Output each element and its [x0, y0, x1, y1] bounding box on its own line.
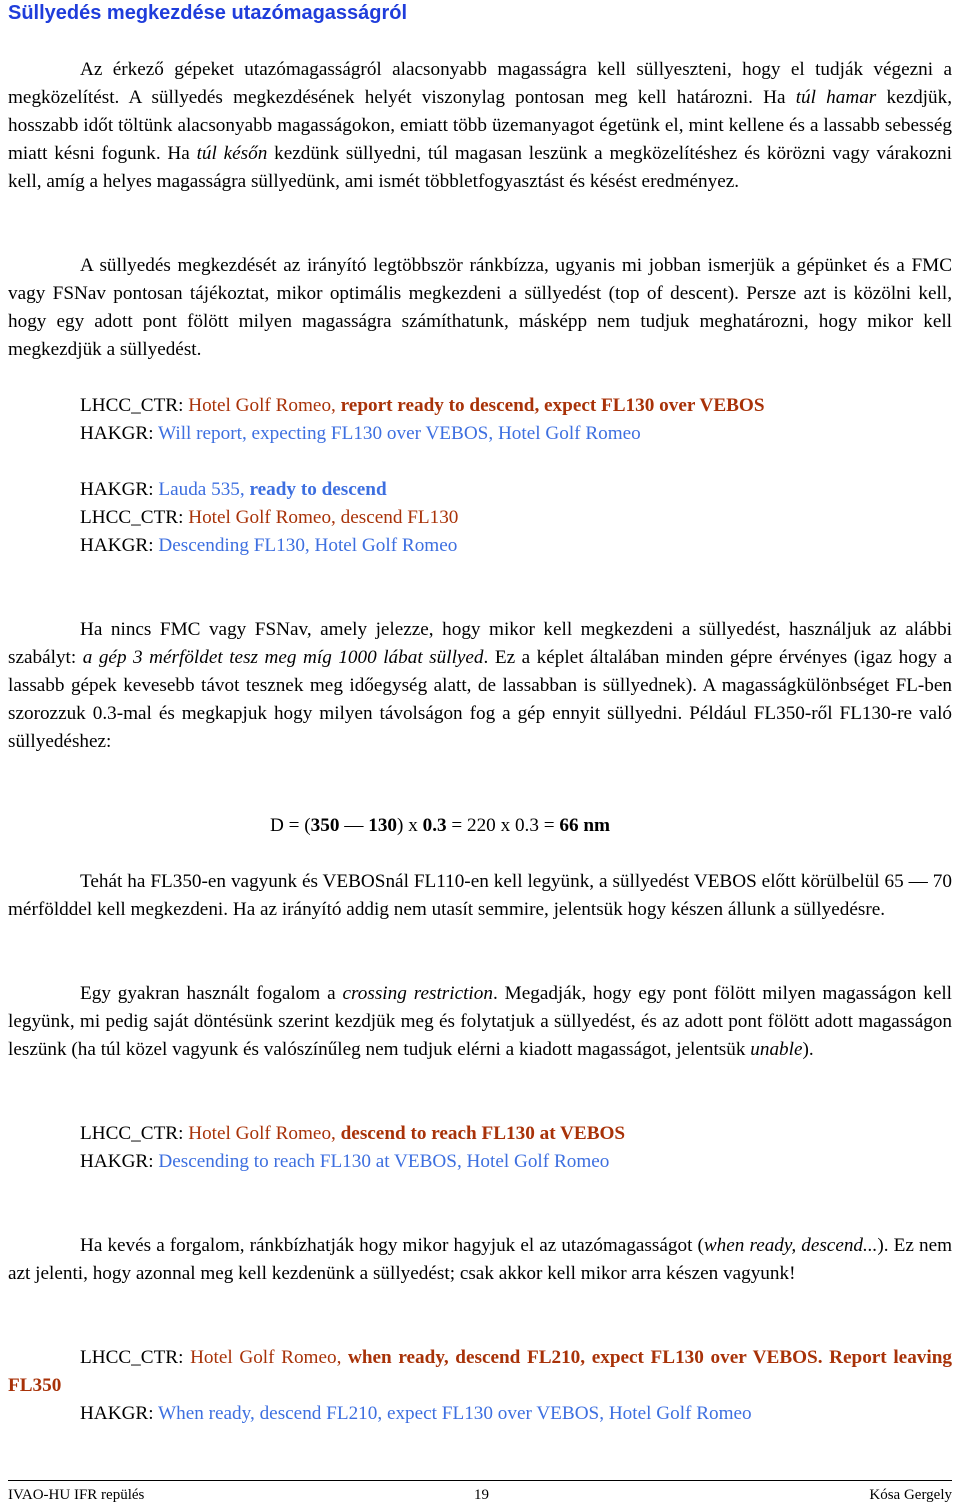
dialog-line-pilot — [8, 476, 952, 504]
dialog-line-pilot — [8, 420, 952, 448]
text-run: ). Ez nem azt jelenti, hogy azonnal meg kell kezdenünk a süllyedést; csak akkor kell mikor arra készen vagyunk! — [8, 1235, 953, 1284]
controller-instruction: descend to reach FL130 at VEBOS — [340, 1123, 626, 1144]
radio-dialog-4 — [8, 1344, 952, 1428]
formula-part: — — [339, 815, 369, 836]
pilot-callsign: Lauda 535, — [158, 479, 250, 500]
text-run: Ha nincs FMC vagy FSNav, amely jelezze, hogy mikor kell megkezdeni a süllyedést, használjuk az alábbi szabályt: — [8, 619, 952, 668]
page-number: 19 — [474, 1487, 489, 1503]
text-run: Az érkező gépeket utazómagasságról alacsonyabb magasságra kell süllyeszteni, hogy el tudják végezni a megközelítést. A süllyedés megkezdésének helyét viszonylag pontosan meg kell határozni. Ha — [8, 59, 952, 108]
speaker-label: HAKGR: — [80, 423, 159, 444]
pilot-readback: When ready, descend FL210, expect FL130 over VEBOS, Hotel Golf Romeo — [158, 1403, 752, 1424]
text-run: Ha kevés a forgalom, ránkbízhatják hogy mikor hagyjuk el az utazómagasságot ( — [80, 1235, 704, 1256]
formula-part: 0.3 — [422, 815, 447, 836]
speaker-label: HAKGR: — [80, 1151, 159, 1172]
text-run: . Megadják, hogy egy pont fölött milyen magasságon kell legyünk, mi pedig saját döntésünk szerint kezdjük meg és folytatjuk a süllyedést, és az adott pont fölött adott magasságon leszünk (ha túl közel vagyunk és valószínűleg nem tudjuk elérni a kiadott magasságot, jelentsük — [8, 983, 953, 1060]
controller-instruction: report ready to descend, expect FL130 over VEBOS — [340, 395, 765, 416]
formula-part: 350 — [310, 815, 340, 836]
dialog-line-controller — [8, 392, 952, 420]
page-footer — [8, 1480, 952, 1503]
speaker-label: HAKGR: — [80, 1403, 159, 1424]
dialog-line-controller — [8, 1120, 952, 1148]
dialog-line-pilot — [8, 532, 952, 560]
paragraph-crossing-restriction — [8, 980, 952, 1064]
text-run: kezdünk süllyedni, túl magasan leszünk a megközelítéshez és körözni vagy várakozni kell, amíg a helyes magasságra süllyedünk, ami ismét többletfogyasztást és késést eredményez. — [8, 143, 952, 192]
paragraph-example: Tehát ha FL350-en vagyunk és VEBOSnál FL110-en kell legyünk, a süllyedést VEBOS előtt körülbelül 65 — 70 mérfölddel kell megkezdeni. Ha az irányító addig nem utasít semmire, jelentsük hogy készen állunk a süllyedésre. — [8, 871, 952, 920]
formula-part: 130 — [368, 815, 398, 836]
speaker-label: HAKGR: — [80, 535, 159, 556]
controller-instruction: Hotel Golf Romeo, descend FL130 — [188, 507, 459, 528]
formula-part: = 220 x 0.3 = — [446, 815, 560, 836]
speaker-label: HAKGR: — [80, 479, 159, 500]
controller-callsign: Hotel Golf Romeo, — [188, 395, 341, 416]
text-run: kezdjük, hosszabb időt töltünk alacsonyabb magasságokon, emiatt több üzemanyagot égetünk el, mint kellene és a lassabb sebesség miatt késni fogunk. Ha — [8, 87, 952, 164]
dialog-line-pilot — [8, 1400, 952, 1428]
footer-author: Kósa Gergely — [869, 1487, 952, 1503]
controller-callsign: Hotel Golf Romeo, — [188, 1123, 341, 1144]
paragraph-rule-of-thumb — [8, 616, 952, 756]
dialog-line-pilot — [8, 1148, 952, 1176]
speaker-label: LHCC_CTR: — [80, 507, 189, 528]
pilot-readback: Will report, expecting FL130 over VEBOS, Hotel Golf Romeo — [158, 423, 641, 444]
section-heading: Süllyedés megkezdése utazómagasságról — [8, 2, 408, 24]
controller-instruction: when ready, descend FL210, expect FL130 over VEBOS. Report leaving FL350 — [8, 1347, 952, 1396]
footer-document-title: IVAO-HU IFR repülés — [8, 1487, 145, 1503]
formula-part: D = ( — [270, 815, 311, 836]
emphasis-unable: unable — [750, 1039, 803, 1060]
paragraph-intro — [8, 56, 952, 196]
pilot-readback: Descending FL130, Hotel Golf Romeo — [158, 535, 458, 556]
emphasis-rule: a gép 3 mérföldet tesz meg míg 1000 lábat süllyed — [82, 647, 484, 668]
radio-dialog-2 — [8, 476, 952, 560]
text-run: ). — [802, 1039, 814, 1060]
pilot-request: ready to descend — [249, 479, 387, 500]
radio-dialog-3 — [8, 1120, 952, 1176]
formula-part: ) x — [397, 815, 423, 836]
controller-callsign: Hotel Golf Romeo, — [190, 1347, 349, 1368]
speaker-label: LHCC_CTR: — [80, 1123, 189, 1144]
paragraph-top-of-descent: A süllyedés megkezdését az irányító legtöbbször ránkbízza, ugyanis mi jobban ismerjük a gépünket és a FMC vagy FSNav pontosan tájékoztat, mikor optimális megkezdeni a süllyedést (top of descent). Persze azt is közölni kell, hogy egy adott pont fölött milyen magasságra számíthatunk, másképp nem tudjuk meghatározni, hogy mikor kell megkezdjük a süllyedést. — [8, 255, 952, 360]
dialog-line-controller — [8, 504, 952, 532]
pilot-readback: Descending to reach FL130 at VEBOS, Hotel Golf Romeo — [158, 1151, 610, 1172]
dialog-line-controller — [8, 1344, 952, 1400]
text-run: Egy gyakran használt fogalom a — [80, 983, 343, 1004]
descent-formula — [270, 812, 610, 840]
speaker-label: LHCC_CTR: — [80, 1347, 191, 1368]
formula-result: 66 nm — [559, 815, 611, 836]
emphasis-too-late: túl későn — [196, 143, 268, 164]
paragraph-when-ready — [8, 1232, 952, 1288]
emphasis-term: crossing restriction — [342, 983, 493, 1004]
emphasis-too-early: túl hamar — [795, 87, 877, 108]
emphasis-phrase: when ready, descend... — [703, 1235, 878, 1256]
speaker-label: LHCC_CTR: — [80, 395, 189, 416]
text-run: . Ez a képlet általában minden gépre érvényes (igaz hogy a lassabb gépek kevesebb távot tesznek meg időegység alatt, de lassabban is süllyednek). A magasságkülönbséget FL-ben szorozzuk 0.3-mal és megkapjuk hogy milyen távolságon fog a gép ennyit süllyedni. Például FL350-ről FL130-re való süllyedéshez: — [8, 647, 952, 752]
radio-dialog-1 — [8, 392, 952, 448]
